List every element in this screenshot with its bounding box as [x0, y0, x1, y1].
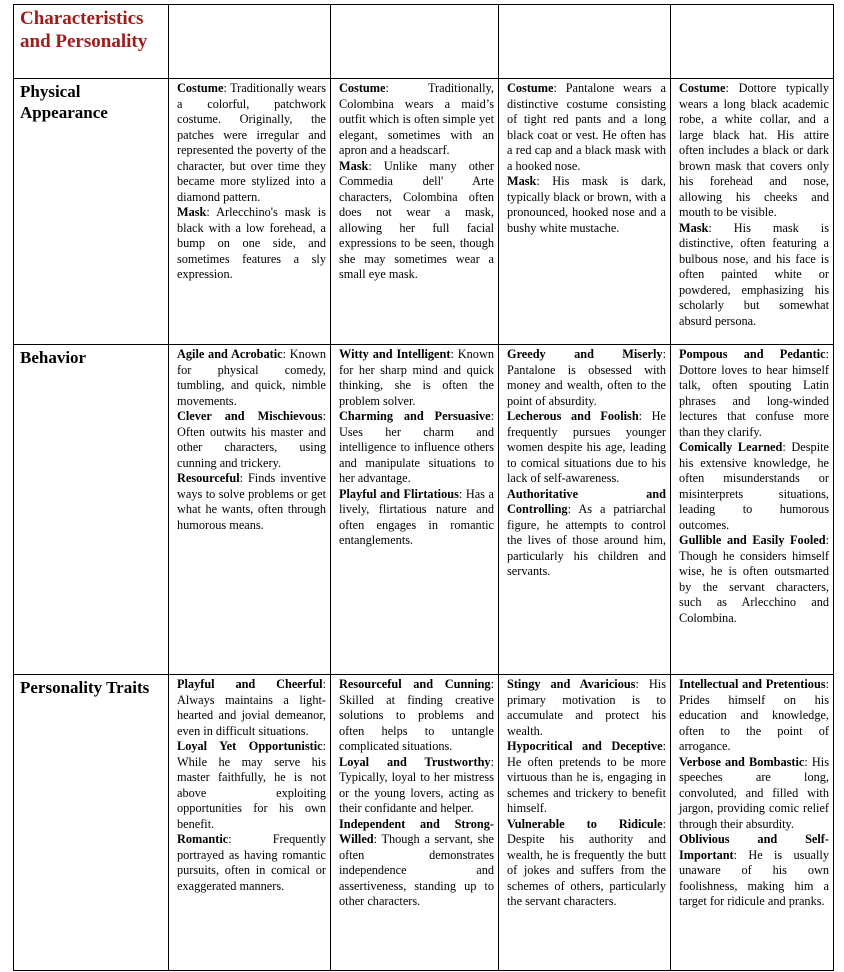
- entry-text: : Often outwits his master and other characters, using cunning and trickery.: [177, 409, 326, 470]
- entry-term: Loyal and Trustworthy: [339, 754, 491, 769]
- entry-term: Gullible and Easily Fooled: [679, 533, 826, 547]
- header-row: [14, 5, 834, 79]
- entry-term: Pompous and Pedantic: [679, 347, 826, 361]
- column-header-2: [331, 5, 499, 79]
- entry: [339, 81, 494, 159]
- entry: [339, 817, 494, 910]
- table-cell: [499, 675, 671, 971]
- entry: [177, 471, 326, 533]
- entry-text: : Though he considers himself wise, he is often outsmarted by the servant characters, such as Arlecchino and Colombina.: [679, 533, 829, 625]
- entry-text: : Finds inventive ways to solve problems or get what he wants, often through humorous means.: [177, 471, 326, 532]
- entry-term: Costume: [679, 81, 726, 95]
- table-row-physical-appearance: [14, 79, 834, 345]
- entry-term: Oblivious and Self-Important: [679, 832, 829, 862]
- entry-term: Charming and Persuasive: [339, 409, 491, 423]
- entry: [177, 205, 326, 283]
- column-header-3: [499, 5, 671, 79]
- entry: [679, 440, 829, 533]
- table-cell: [499, 345, 671, 675]
- entry: [507, 487, 666, 580]
- entry-term: Agile and Acrobatic: [177, 347, 283, 361]
- entry-term: Independent and Strong-Willed: [339, 816, 494, 846]
- table-row-personality-traits: [14, 675, 834, 971]
- entry-term: Lecherous and Foolish: [507, 409, 639, 423]
- entry-text: : Despite his authority and wealth, he is frequently the butt of jokes and suffers from the schemes of others, particularly the servant characters.: [507, 816, 666, 908]
- entry: [679, 347, 829, 440]
- entry-text: : He is usually unaware of his own foolishness, making him a target for ridicule and pranks.: [679, 847, 829, 908]
- entry-term: Clever and Mischievous: [177, 409, 323, 423]
- table-cell: [331, 79, 499, 345]
- table-cell: [169, 675, 331, 971]
- entry-term: Witty and Intelligent: [339, 347, 451, 361]
- entry-term: Stingy and Avaricious: [507, 677, 636, 691]
- entry-term: Resourceful and Cunning: [339, 677, 491, 691]
- entry-term: Hypocritical and Deceptive: [507, 739, 663, 753]
- entry-term: Vulnerable to Ridicule: [507, 816, 663, 831]
- table-cell: [169, 345, 331, 675]
- entry: [679, 755, 829, 833]
- entry: [339, 677, 494, 755]
- entry-term: Romantic: [177, 832, 229, 846]
- entry: [177, 677, 326, 739]
- entry: [679, 533, 829, 626]
- entry-text: : Uses her charm and intelligence to influence others and manipulate situations to her advantage.: [339, 409, 494, 485]
- entry-text: : His primary motivation is to accumulate and protect his wealth.: [507, 677, 666, 738]
- table-cell: [671, 675, 834, 971]
- entry: [339, 159, 494, 283]
- entry-term: Costume: [339, 81, 386, 95]
- entry-text: : His mask is dark, typically black or brown, with a pronounced, hooked nose and a bushy white mustache.: [507, 174, 666, 235]
- entry-text: : As a patriarchal figure, he attempts to control the lives of those around him, particularly his children and servants.: [507, 502, 666, 578]
- corner-header: Characteristics and Personality: [14, 5, 169, 79]
- entry-term: Loyal Yet Opportunistic: [177, 739, 323, 753]
- entry-term: Resourceful: [177, 471, 240, 485]
- entry-text: : While he may serve his master faithfully, he is not above exploiting opportunities for his own benefit.: [177, 739, 326, 831]
- entry: [507, 81, 666, 174]
- entry: [679, 221, 829, 330]
- table-cell: [671, 79, 834, 345]
- entry-term: Comically Learned: [679, 440, 783, 454]
- entry-text: : Traditionally, Colombina wears a maid’s outfit which is often simple yet elegant, sometimes with an apron and a headscarf.: [339, 81, 494, 157]
- column-header-4: [671, 5, 834, 79]
- entry-text: : His mask is distinctive, often featuring a bulbous nose, and his face is often painted white or powdered, emphasizing his scholarly but somewhat absurd persona.: [679, 220, 829, 328]
- entry-text: : Always maintains a light-hearted and jovial demeanor, even in difficult situations.: [177, 677, 326, 738]
- row-label: Personality Traits: [14, 675, 169, 971]
- entry-text: : Unlike many other Commedia dell' Arte characters, Colombina often does not wear a mask, allowing her full facial expressions to be seen, though she may sometimes wear a small eye mask.: [339, 158, 494, 281]
- entry: [339, 409, 494, 487]
- entry-text: : His speeches are long, convoluted, and filled with jargon, providing comic relief through their absurdity.: [679, 754, 830, 831]
- entry-text: : Skilled at finding creative solutions to problems and often helps to untangle complicated situations.: [339, 677, 494, 753]
- entry-text: : Frequently portrayed as having romantic pursuits, often in comical or exaggerated manners.: [177, 832, 326, 893]
- entry: [507, 174, 666, 236]
- entry-text: : Known for physical comedy, tumbling, and quick, nimble movements.: [177, 347, 327, 408]
- entry-text: : Though a servant, she often demonstrates independence and assertiveness, standing up to other characters.: [339, 832, 494, 908]
- entry-text: : Known for her sharp mind and quick thinking, she is often the problem solver.: [339, 347, 494, 408]
- entry-term: Greedy and Miserly: [507, 347, 663, 361]
- entry-term: Mask: [339, 158, 369, 173]
- entry: [339, 487, 494, 549]
- entry: [507, 677, 666, 739]
- entry-term: Authoritative and Controlling: [507, 486, 666, 516]
- entry-text: : Prides himself on his education and knowledge, often to the point of arrogance.: [679, 677, 829, 753]
- entry-term: Playful and Flirtatious: [339, 486, 459, 501]
- entry-text: : Pantalone wears a distinctive costume consisting of tight red pants and a long black coat or vest. He often has a red cap and a black mask with a hooked nose.: [507, 81, 666, 173]
- characteristics-table: [13, 4, 834, 971]
- entry-term: Costume: [507, 81, 554, 95]
- entry-text: : Has a lively, flirtatious nature and often engages in romantic entanglements.: [339, 486, 494, 547]
- entry-term: Intellectual and Pretentious: [679, 677, 826, 691]
- entry: [177, 81, 326, 205]
- entry: [679, 81, 829, 221]
- column-header-1: [169, 5, 331, 79]
- entry-term: Mask: [177, 205, 207, 219]
- entry-text: : He frequently pursues younger women despite his age, leading to comical situations due to his lack of self-awareness.: [507, 409, 666, 485]
- entry: [177, 409, 326, 471]
- entry: [507, 817, 666, 910]
- entry-text: : Dottore typically wears a long black academic robe, a white collar, and a large black hat. His attire often includes a black or dark brown mask that covers only his forehead and nose, allowing his cheeks and mouth to be visible.: [679, 81, 829, 219]
- entry-term: Costume: [177, 81, 224, 95]
- entry-text: : Despite his extensive knowledge, he often misunderstands or misinterprets situations, leading to humorous outcomes.: [679, 440, 829, 532]
- row-label: Physical Appearance: [14, 79, 169, 345]
- entry-term: Verbose and Bombastic: [679, 754, 805, 769]
- entry-term: Playful and Cheerful: [177, 677, 323, 691]
- entry: [339, 347, 494, 409]
- entry: [679, 677, 829, 755]
- entry-text: : Typically, loyal to her mistress or the young lovers, acting as their confidante and helper.: [339, 754, 494, 815]
- table-cell: [169, 79, 331, 345]
- entry-text: : Pantalone is obsessed with money and wealth, often to the point of absurdity.: [507, 347, 666, 408]
- entry: [339, 755, 494, 817]
- entry: [679, 832, 829, 910]
- table-row-behavior: [14, 345, 834, 675]
- entry: [177, 832, 326, 894]
- entry-term: Mask: [507, 174, 537, 188]
- entry-term: Mask: [679, 220, 709, 235]
- row-label: Behavior: [14, 345, 169, 675]
- entry-text: : Dottore loves to hear himself talk, often spouting Latin phrases and long-winded lectures that confuse more than they clarify.: [679, 347, 829, 439]
- table-cell: [671, 345, 834, 675]
- entry: [177, 739, 326, 832]
- entry: [507, 409, 666, 487]
- entry-text: : Arlecchino's mask is black with a low forehead, a bump on one side, and sometimes features a sly expression.: [177, 205, 326, 281]
- table-cell: [331, 345, 499, 675]
- entry: [507, 347, 666, 409]
- entry: [507, 739, 666, 817]
- table-cell: [499, 79, 671, 345]
- entry-text: : He often pretends to be more virtuous than he is, engaging in schemes and trickery to benefit himself.: [507, 739, 666, 815]
- table-cell: [331, 675, 499, 971]
- entry: [177, 347, 326, 409]
- entry-text: : Traditionally wears a colorful, patchwork costume. Originally, the patches were irregular and represented the poverty of the character, but over time they became more stylized into a diamond pattern.: [177, 81, 326, 204]
